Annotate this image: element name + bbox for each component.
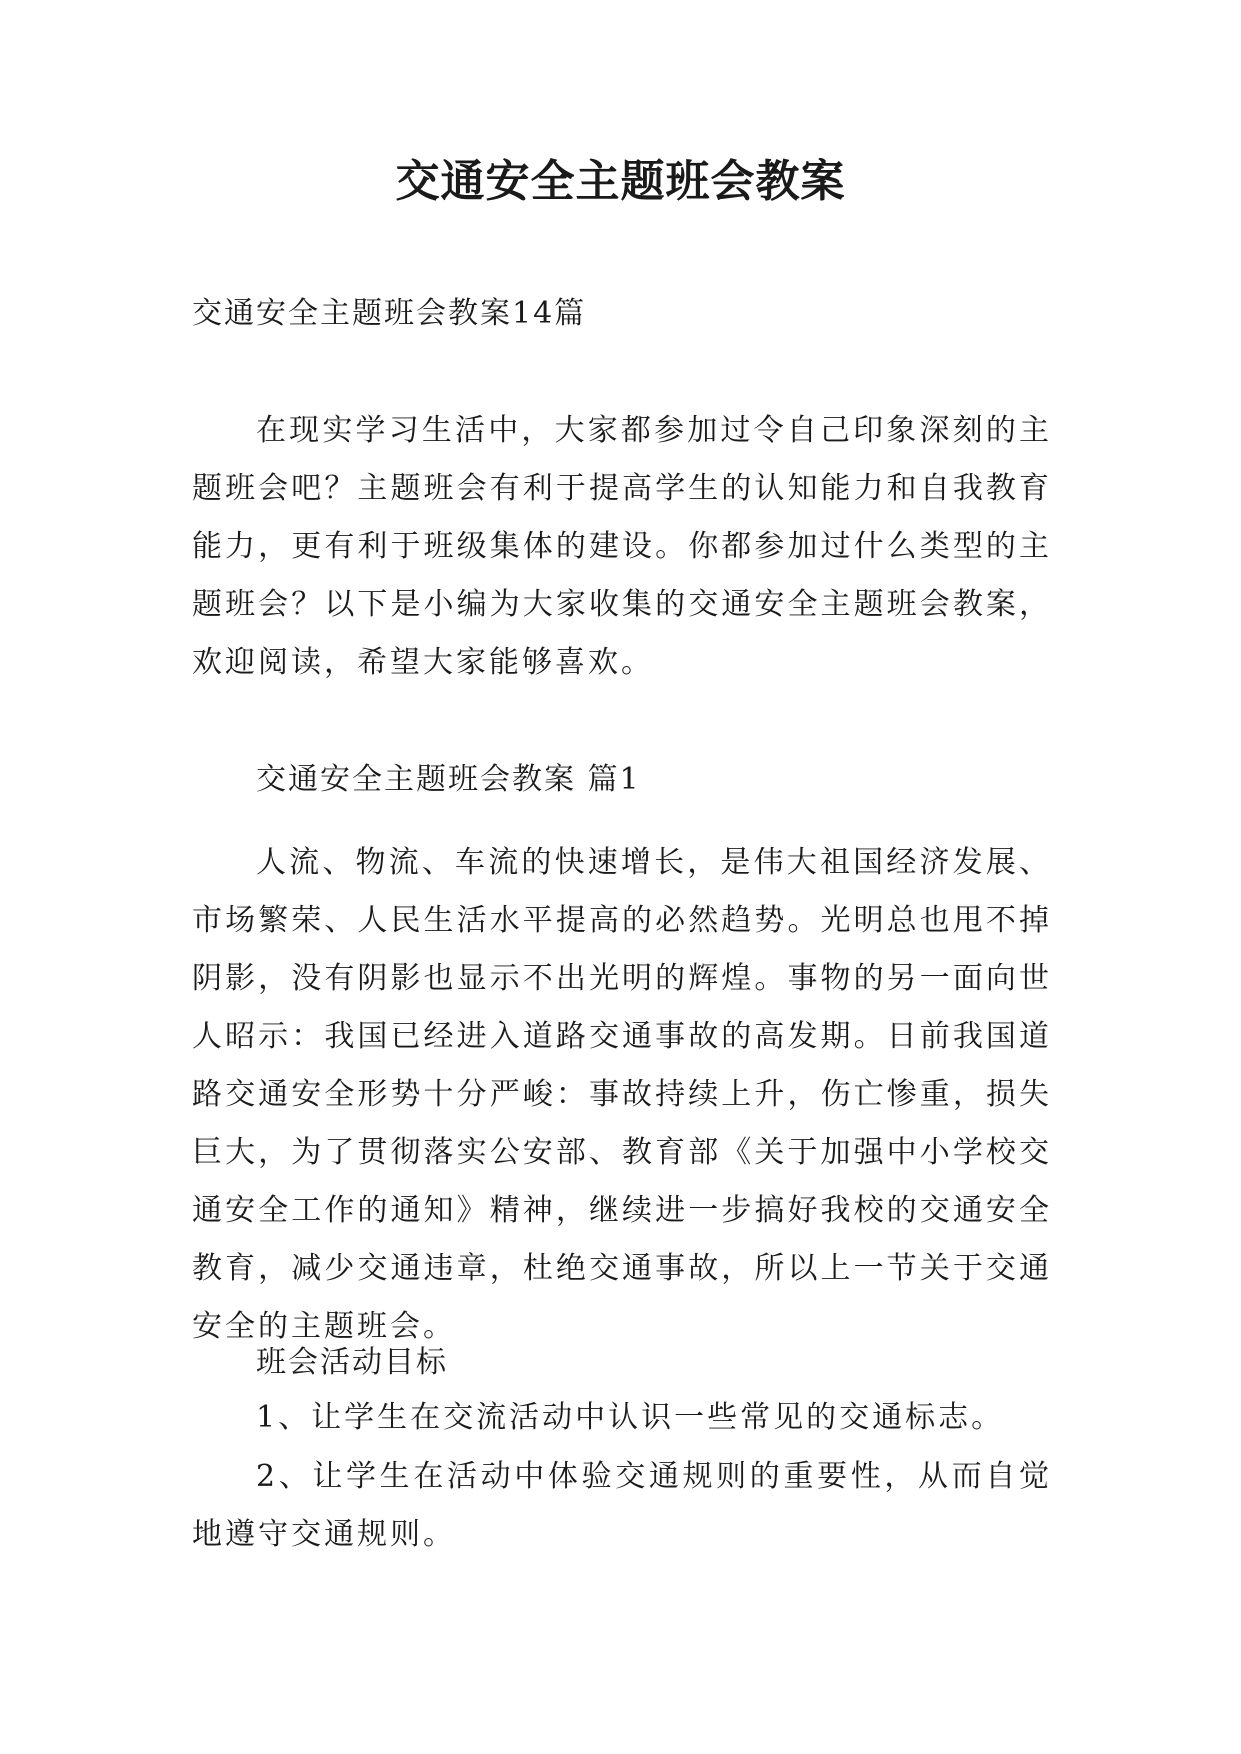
- goals-heading: 班会活动目标: [256, 1345, 448, 1380]
- section-body-paragraph: 人流、物流、车流的快速增长，是伟大祖国经济发展、市场繁荣、人民生活水平提高的必然趋势。光明总也甩不掉阴影，没有阴影也显示不出光明的辉煌。事物的另一面向世人昭示：我国已经进入道路交通事故的高发期。日前我国道路交通安全形势十分严峻：事故持续上升，伤亡惨重，损失巨大，为了贯彻落实公安部、教育部《关于加强中小学校交通安全工作的通知》精神，继续进一步搞好我校的交通安全教育，减少交通违章，杜绝交通事故，所以上一节关于交通安全的主题班会。: [192, 845, 1052, 1344]
- document-title: 交通安全主题班会教案: [395, 156, 846, 207]
- goal-item-2: 2、让学生在活动中体验交通规则的重要性，从而自觉地遵守交通规则。: [192, 1459, 1052, 1552]
- goal-item-1: 1、让学生在交流活动中认识一些常见的交通标志。: [256, 1400, 1005, 1435]
- document-subtitle: 交通安全主题班会教案14篇: [192, 296, 587, 331]
- section-heading: 交通安全主题班会教案 篇1: [256, 762, 641, 797]
- intro-paragraph: 在现实学习生活中，大家都参加过令自己印象深刻的主题班会吧？主题班会有利于提高学生的认知能力和自我教育能力，更有利于班级集体的建设。你都参加过什么类型的主题班会？以下是小编为大家收集的交通安全主题班会教案，欢迎阅读，希望大家能够喜欢。: [192, 413, 1052, 680]
